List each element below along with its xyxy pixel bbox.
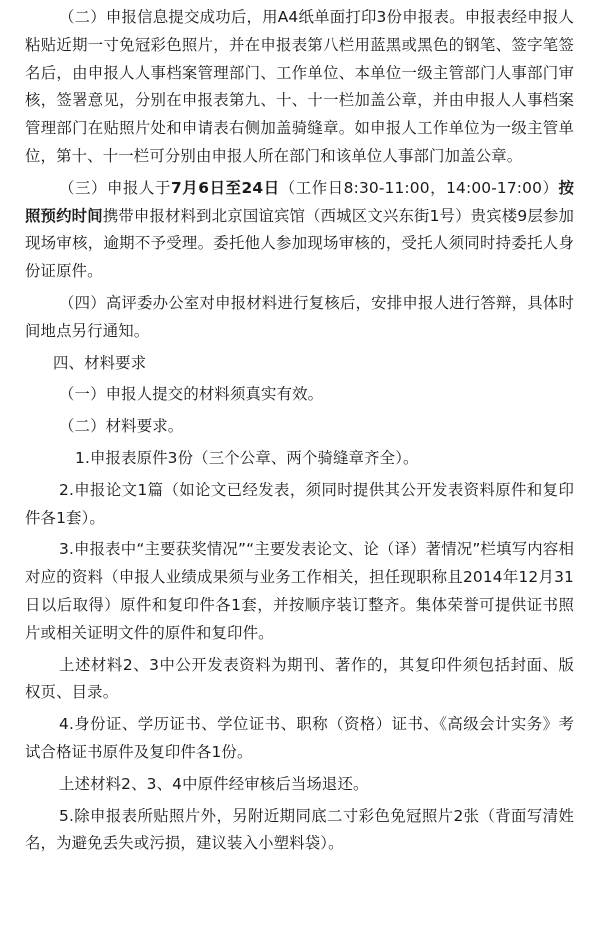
paragraph-text: 携带申报材料到北京国谊宾馆（西城区文兴东街1号）贵宾楼9层参加现场审核，逾期不予受理。委托他人参加现场审核的，受托人须同时持委托人身份证原件。 — [25, 206, 574, 281]
paragraph-text: （四）高评委办公室对申报材料进行复核后，安排申报人进行答辩，具体时间地点另行通知。 — [25, 293, 574, 340]
list-item-awards-publications — [25, 536, 574, 647]
paragraph-text: （一）申报人提交的材料须真实有效。 — [59, 385, 324, 404]
list-item-application-form — [25, 445, 574, 473]
paragraph-defense — [25, 290, 574, 346]
paragraph-text: （二）申报信息提交成功后，用A4纸单面打印3份申报表。申报表经申报人粘贴近期一寸免冠彩色照片，并在申报表第八栏用蓝黑或黑色的钢笔、签字笔签名后，由申报人人事档案管理部门、工作单位、本单位一级主管部门人事部门审核，签署意见，分别在申报表第九、十、十一栏加盖公章，并由申报人人事档案管理部门在贴照片处和申请表右侧加盖骑缝章。如申报人工作单位为一级主管单位，第十、十一栏可分别由申报人所在部门和该单位人事部门加盖公章。 — [25, 8, 574, 165]
paragraph-text: 上述材料2、3、4中原件经审核后当场退还。 — [59, 774, 369, 793]
paragraph-text: （工作日8:30-11:00，14:00-17:00） — [279, 178, 559, 197]
paragraph-text: （二）材料要求。 — [59, 417, 184, 436]
paragraph-onsite-review — [25, 175, 574, 286]
list-item-thesis — [25, 477, 574, 533]
paragraph-text: 5.除申报表所贴照片外，另附近期同底二寸彩色免冠照片2张（背面写清姓名，为避免丢失或污损，建议装入小塑料袋）。 — [25, 806, 574, 853]
paragraph-text: 1.申报表原件3份（三个公章、两个骑缝章齐全）。 — [75, 448, 419, 467]
paragraph-materials-valid — [25, 381, 574, 409]
paragraph-text: 上述材料2、3中公开发表资料为期刊、著作的，其复印件须包括封面、版权页、目录。 — [25, 655, 574, 702]
paragraph-submission-print — [25, 4, 574, 171]
bold-date-range: 7月6日至24日 — [170, 178, 280, 197]
heading-text: 四、材料要求 — [53, 353, 147, 372]
note-publication-copies — [25, 652, 574, 708]
list-item-photos — [25, 803, 574, 859]
paragraph-text: 4.身份证、学历证书、学位证书、职称（资格）证书、《高级会计实务》考试合格证书原件及复印件各1份。 — [25, 715, 574, 761]
paragraph-text: 2.申报论文1篇（如论文已经发表，须同时提供其公开发表资料原件和复印件各1套）。 — [25, 480, 574, 527]
list-item-certificates — [25, 711, 574, 767]
paragraph-materials-requirements — [25, 413, 574, 441]
bold-appointment-time: 按照预约时间 — [25, 178, 574, 225]
paragraph-text: （三）申报人于 — [59, 178, 171, 197]
section-heading-materials — [25, 350, 574, 378]
paragraph-text: 3.申报表中“主要获奖情况”“主要发表论文、论（译）著情况”栏填写内容相对应的资料（申报人业绩成果须与业务工作相关，担任现职称且2014年12月31日以后取得）原件和复印件各1套，并按顺序装订整齐。集体荣誉可提供证书照片或相关证明文件的原件和复印件。 — [25, 540, 574, 642]
note-originals-returned — [25, 771, 574, 799]
